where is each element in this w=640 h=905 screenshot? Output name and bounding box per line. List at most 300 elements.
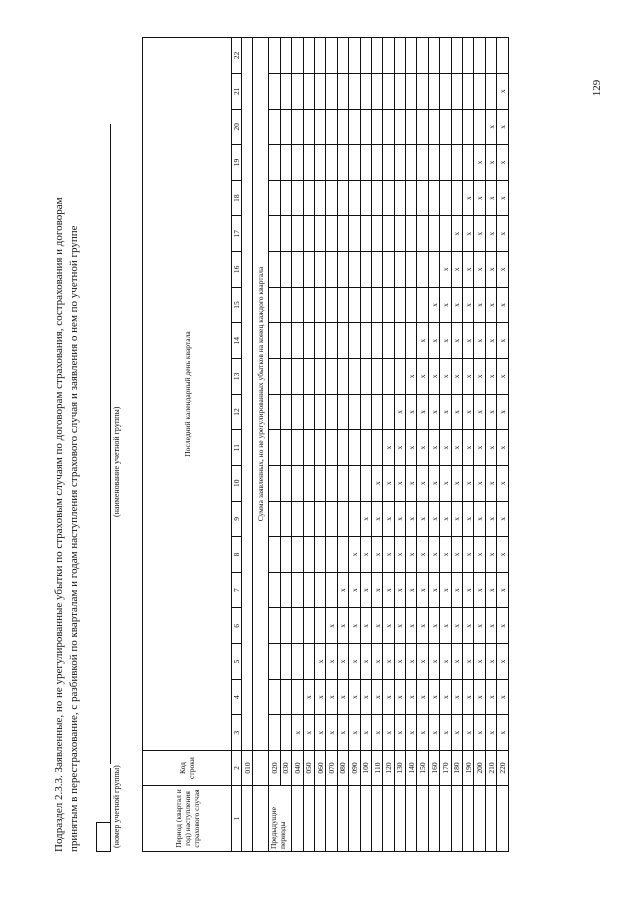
- x-mark: x: [349, 537, 360, 573]
- data-input-cell[interactable]: [383, 38, 394, 74]
- data-input-cell[interactable]: [463, 109, 474, 145]
- data-input-cell[interactable]: [303, 644, 314, 680]
- period-cell[interactable]: [371, 786, 382, 852]
- data-input-cell[interactable]: [314, 572, 325, 608]
- data-input-cell[interactable]: [303, 252, 314, 288]
- period-cell[interactable]: [485, 786, 496, 852]
- data-input-cell[interactable]: [337, 501, 348, 537]
- data-input-cell[interactable]: [269, 180, 280, 216]
- data-input-cell[interactable]: [349, 252, 360, 288]
- data-input-cell[interactable]: [326, 216, 337, 252]
- data-input-cell[interactable]: [269, 38, 280, 74]
- data-input-cell[interactable]: [371, 394, 382, 430]
- data-input-cell[interactable]: [303, 394, 314, 430]
- x-mark: x: [485, 287, 496, 323]
- data-input-cell[interactable]: [292, 180, 303, 216]
- x-mark: x: [463, 359, 474, 395]
- data-input-cell[interactable]: [428, 145, 439, 181]
- data-input-cell[interactable]: [428, 73, 439, 109]
- data-input-cell[interactable]: [360, 38, 371, 74]
- data-input-cell[interactable]: [303, 180, 314, 216]
- data-input-cell[interactable]: [485, 73, 496, 109]
- period-cell[interactable]: [360, 786, 371, 852]
- period-cell[interactable]: [383, 786, 394, 852]
- data-input-cell[interactable]: [280, 180, 291, 216]
- data-input-cell[interactable]: [394, 359, 405, 395]
- data-input-cell[interactable]: [383, 145, 394, 181]
- data-input-cell[interactable]: [269, 430, 280, 466]
- data-input-cell[interactable]: [326, 287, 337, 323]
- data-input-cell[interactable]: [326, 359, 337, 395]
- x-mark: x: [349, 644, 360, 680]
- data-input-cell[interactable]: [314, 394, 325, 430]
- data-input-cell[interactable]: [269, 109, 280, 145]
- col-number: 2: [232, 751, 242, 786]
- period-cell[interactable]: [463, 786, 474, 852]
- data-input-cell[interactable]: [417, 38, 428, 74]
- data-input-cell[interactable]: [280, 252, 291, 288]
- data-input-cell[interactable]: [406, 216, 417, 252]
- data-input-cell[interactable]: [314, 216, 325, 252]
- data-input-cell[interactable]: [440, 216, 451, 252]
- x-mark: x: [406, 465, 417, 501]
- data-input-cell[interactable]: [349, 73, 360, 109]
- data-input-cell[interactable]: [242, 38, 253, 751]
- data-input-cell[interactable]: [326, 73, 337, 109]
- data-input-cell[interactable]: [371, 287, 382, 323]
- data-input-cell[interactable]: [371, 109, 382, 145]
- data-input-cell[interactable]: [326, 501, 337, 537]
- x-mark: x: [417, 679, 428, 715]
- data-input-cell[interactable]: [417, 145, 428, 181]
- data-input-cell[interactable]: [326, 180, 337, 216]
- data-input-cell[interactable]: [303, 287, 314, 323]
- data-input-cell[interactable]: [428, 216, 439, 252]
- data-input-cell[interactable]: [337, 38, 348, 74]
- x-mark: x: [360, 501, 371, 537]
- data-input-cell[interactable]: [417, 216, 428, 252]
- data-input-cell[interactable]: [292, 38, 303, 74]
- x-mark: x: [485, 180, 496, 216]
- data-input-cell[interactable]: [314, 73, 325, 109]
- data-input-cell[interactable]: [394, 252, 405, 288]
- data-input-cell[interactable]: [337, 430, 348, 466]
- data-input-cell[interactable]: [451, 145, 462, 181]
- data-input-cell[interactable]: [269, 715, 280, 751]
- data-input-cell[interactable]: [406, 109, 417, 145]
- data-input-cell[interactable]: [280, 501, 291, 537]
- data-input-cell[interactable]: [417, 73, 428, 109]
- data-input-cell[interactable]: [371, 180, 382, 216]
- data-input-cell[interactable]: [314, 287, 325, 323]
- data-input-cell[interactable]: [428, 109, 439, 145]
- data-input-cell[interactable]: [349, 359, 360, 395]
- data-input-cell[interactable]: [314, 608, 325, 644]
- x-mark: x: [440, 465, 451, 501]
- data-input-cell[interactable]: [292, 145, 303, 181]
- data-input-cell[interactable]: [326, 252, 337, 288]
- data-input-cell[interactable]: [292, 73, 303, 109]
- data-input-cell[interactable]: [303, 323, 314, 359]
- data-input-cell[interactable]: [269, 501, 280, 537]
- x-mark: x: [383, 608, 394, 644]
- data-input-cell[interactable]: [292, 608, 303, 644]
- data-input-cell[interactable]: [280, 73, 291, 109]
- data-input-cell[interactable]: [292, 216, 303, 252]
- data-input-cell[interactable]: [314, 465, 325, 501]
- data-input-cell[interactable]: [406, 73, 417, 109]
- data-input-cell[interactable]: [280, 572, 291, 608]
- data-input-cell[interactable]: [337, 465, 348, 501]
- data-input-cell[interactable]: [292, 465, 303, 501]
- data-input-cell[interactable]: [326, 323, 337, 359]
- data-input-cell[interactable]: [394, 287, 405, 323]
- data-input-cell[interactable]: [314, 501, 325, 537]
- data-input-cell[interactable]: [337, 359, 348, 395]
- data-input-cell[interactable]: [463, 145, 474, 181]
- period-cell[interactable]: [417, 786, 428, 852]
- data-input-cell[interactable]: [280, 715, 291, 751]
- data-input-cell[interactable]: [303, 145, 314, 181]
- data-input-cell[interactable]: [292, 252, 303, 288]
- data-input-cell[interactable]: [383, 73, 394, 109]
- x-mark: x: [428, 287, 439, 323]
- data-input-cell[interactable]: [337, 109, 348, 145]
- data-input-cell[interactable]: [280, 679, 291, 715]
- period-cell[interactable]: [406, 786, 417, 852]
- data-input-cell[interactable]: [292, 323, 303, 359]
- data-input-cell[interactable]: [440, 109, 451, 145]
- data-input-cell[interactable]: [371, 359, 382, 395]
- data-input-cell[interactable]: [337, 537, 348, 573]
- period-cell[interactable]: [326, 786, 337, 852]
- data-input-cell[interactable]: [280, 644, 291, 680]
- data-input-cell[interactable]: [314, 430, 325, 466]
- data-input-cell[interactable]: [371, 430, 382, 466]
- data-input-cell[interactable]: [428, 38, 439, 74]
- data-input-cell[interactable]: [451, 73, 462, 109]
- data-input-cell[interactable]: [337, 145, 348, 181]
- data-input-cell[interactable]: [406, 38, 417, 74]
- data-input-cell[interactable]: [269, 323, 280, 359]
- data-input-cell[interactable]: [337, 216, 348, 252]
- col-number: 12: [232, 394, 242, 430]
- data-input-cell[interactable]: [474, 73, 485, 109]
- period-cell[interactable]: [451, 786, 462, 852]
- data-input-cell[interactable]: [440, 145, 451, 181]
- row-code: 090: [349, 751, 360, 786]
- data-input-cell[interactable]: [383, 359, 394, 395]
- data-input-cell[interactable]: [383, 216, 394, 252]
- data-input-cell[interactable]: [371, 38, 382, 74]
- data-input-cell[interactable]: [383, 287, 394, 323]
- period-cell[interactable]: [314, 786, 325, 852]
- data-input-cell[interactable]: [269, 465, 280, 501]
- data-input-cell[interactable]: [292, 394, 303, 430]
- data-input-cell[interactable]: [280, 109, 291, 145]
- data-input-cell[interactable]: [417, 287, 428, 323]
- data-input-cell[interactable]: [292, 359, 303, 395]
- data-input-cell[interactable]: [360, 287, 371, 323]
- data-input-cell[interactable]: [314, 38, 325, 74]
- data-input-cell[interactable]: [337, 180, 348, 216]
- data-input-cell[interactable]: [280, 608, 291, 644]
- period-cell[interactable]: [292, 786, 303, 852]
- data-input-cell[interactable]: [349, 180, 360, 216]
- data-input-cell[interactable]: [314, 323, 325, 359]
- period-cell[interactable]: [349, 786, 360, 852]
- x-mark: x: [428, 537, 439, 573]
- data-input-cell[interactable]: [303, 73, 314, 109]
- data-input-cell[interactable]: [269, 608, 280, 644]
- data-input-cell[interactable]: [417, 252, 428, 288]
- data-input-cell[interactable]: [303, 109, 314, 145]
- x-mark: x: [451, 359, 462, 395]
- data-input-cell[interactable]: [383, 323, 394, 359]
- data-input-cell[interactable]: [269, 216, 280, 252]
- data-input-cell[interactable]: [417, 109, 428, 145]
- data-input-cell[interactable]: [303, 38, 314, 74]
- data-input-cell[interactable]: [440, 73, 451, 109]
- data-input-cell[interactable]: [326, 572, 337, 608]
- data-input-cell[interactable]: [314, 537, 325, 573]
- data-input-cell[interactable]: [337, 287, 348, 323]
- data-input-cell[interactable]: [428, 252, 439, 288]
- data-input-cell[interactable]: [292, 644, 303, 680]
- period-cell[interactable]: [440, 786, 451, 852]
- x-mark: x: [371, 572, 382, 608]
- data-input-cell[interactable]: [474, 38, 485, 74]
- data-input-cell[interactable]: [269, 73, 280, 109]
- data-input-cell[interactable]: [314, 252, 325, 288]
- data-input-cell[interactable]: [280, 287, 291, 323]
- data-input-cell[interactable]: [360, 180, 371, 216]
- data-input-cell[interactable]: [303, 465, 314, 501]
- data-input-cell[interactable]: [303, 216, 314, 252]
- table-row: [406, 38, 417, 852]
- data-input-cell[interactable]: [360, 323, 371, 359]
- data-input-cell[interactable]: [440, 38, 451, 74]
- data-input-cell[interactable]: [349, 501, 360, 537]
- data-input-cell[interactable]: [326, 38, 337, 74]
- data-input-cell[interactable]: [371, 73, 382, 109]
- data-input-cell[interactable]: [326, 430, 337, 466]
- data-input-cell[interactable]: [303, 430, 314, 466]
- x-mark: x: [406, 359, 417, 395]
- data-input-cell[interactable]: [394, 145, 405, 181]
- period-cell[interactable]: [394, 786, 405, 852]
- x-mark: x: [406, 572, 417, 608]
- data-input-cell[interactable]: [292, 501, 303, 537]
- data-input-cell[interactable]: [371, 145, 382, 181]
- data-input-cell[interactable]: [360, 145, 371, 181]
- x-mark: x: [360, 679, 371, 715]
- data-input-cell[interactable]: [394, 109, 405, 145]
- data-input-cell[interactable]: [349, 465, 360, 501]
- period-cell[interactable]: [497, 786, 508, 852]
- data-input-cell[interactable]: [474, 109, 485, 145]
- row-code: 040: [292, 751, 303, 786]
- data-input-cell[interactable]: [326, 109, 337, 145]
- row-code: 220: [497, 751, 508, 786]
- data-input-cell[interactable]: [269, 537, 280, 573]
- data-input-cell[interactable]: [383, 394, 394, 430]
- data-input-cell[interactable]: [326, 145, 337, 181]
- data-input-cell[interactable]: [394, 73, 405, 109]
- data-input-cell[interactable]: [337, 73, 348, 109]
- data-input-cell[interactable]: [417, 180, 428, 216]
- data-input-cell[interactable]: [360, 394, 371, 430]
- x-mark: x: [463, 180, 474, 216]
- data-input-cell[interactable]: [394, 216, 405, 252]
- period-cell[interactable]: [474, 786, 485, 852]
- data-input-cell[interactable]: [314, 109, 325, 145]
- x-mark: x: [406, 644, 417, 680]
- row-code: 150: [417, 751, 428, 786]
- x-mark: x: [360, 537, 371, 573]
- data-input-cell[interactable]: [360, 216, 371, 252]
- table-row: [337, 38, 348, 852]
- data-input-cell[interactable]: [314, 145, 325, 181]
- x-mark: x: [371, 465, 382, 501]
- data-input-cell[interactable]: [269, 145, 280, 181]
- data-input-cell[interactable]: [463, 73, 474, 109]
- group-number-box[interactable]: [96, 822, 111, 852]
- data-input-cell[interactable]: [280, 216, 291, 252]
- data-input-cell[interactable]: [280, 537, 291, 573]
- data-input-cell[interactable]: [280, 145, 291, 181]
- x-mark: x: [349, 715, 360, 751]
- data-input-cell[interactable]: [406, 145, 417, 181]
- data-input-cell[interactable]: [303, 359, 314, 395]
- data-input-cell[interactable]: [326, 465, 337, 501]
- data-input-cell[interactable]: [463, 38, 474, 74]
- period-cell[interactable]: [337, 786, 348, 852]
- data-input-cell[interactable]: [314, 359, 325, 395]
- col-number: 7: [232, 572, 242, 608]
- data-input-cell[interactable]: [314, 180, 325, 216]
- data-input-cell[interactable]: [497, 38, 508, 74]
- data-input-cell[interactable]: [337, 323, 348, 359]
- data-input-cell[interactable]: [280, 38, 291, 74]
- x-mark: x: [417, 501, 428, 537]
- data-input-cell[interactable]: [337, 394, 348, 430]
- data-input-cell[interactable]: [360, 430, 371, 466]
- data-input-cell[interactable]: [360, 465, 371, 501]
- data-input-cell[interactable]: [371, 216, 382, 252]
- data-input-cell[interactable]: [337, 252, 348, 288]
- period-cell[interactable]: [303, 786, 314, 852]
- data-input-cell[interactable]: [292, 287, 303, 323]
- data-input-cell[interactable]: [360, 359, 371, 395]
- data-input-cell[interactable]: [303, 608, 314, 644]
- data-input-cell[interactable]: [451, 180, 462, 216]
- data-input-cell[interactable]: [269, 287, 280, 323]
- table-row: [360, 38, 371, 852]
- data-input-cell[interactable]: [360, 73, 371, 109]
- data-input-cell[interactable]: [349, 287, 360, 323]
- data-input-cell[interactable]: [383, 109, 394, 145]
- data-input-cell[interactable]: [269, 394, 280, 430]
- x-mark: x: [497, 465, 508, 501]
- data-input-cell[interactable]: [428, 180, 439, 216]
- data-input-cell[interactable]: [292, 537, 303, 573]
- data-input-cell[interactable]: [349, 38, 360, 74]
- row-code: 030: [280, 751, 291, 786]
- col-header-quarter-end-day: Последний календарный день квартала: [143, 38, 232, 751]
- data-input-cell[interactable]: [280, 394, 291, 430]
- table-row: [303, 38, 314, 852]
- x-mark: x: [360, 644, 371, 680]
- data-input-cell[interactable]: [360, 109, 371, 145]
- data-input-cell[interactable]: [440, 180, 451, 216]
- data-input-cell[interactable]: [303, 501, 314, 537]
- x-mark: x: [463, 216, 474, 252]
- data-input-cell[interactable]: [292, 109, 303, 145]
- x-mark: x: [463, 465, 474, 501]
- data-input-cell[interactable]: [371, 252, 382, 288]
- data-input-cell[interactable]: [280, 359, 291, 395]
- data-input-cell[interactable]: [406, 180, 417, 216]
- data-input-cell[interactable]: [383, 180, 394, 216]
- x-mark: x: [440, 252, 451, 288]
- data-input-cell[interactable]: [303, 537, 314, 573]
- data-input-cell[interactable]: [269, 679, 280, 715]
- data-input-cell[interactable]: [451, 38, 462, 74]
- period-cell[interactable]: [428, 786, 439, 852]
- data-input-cell[interactable]: [406, 252, 417, 288]
- data-input-cell[interactable]: [394, 323, 405, 359]
- data-input-cell[interactable]: [280, 323, 291, 359]
- data-input-cell[interactable]: [394, 38, 405, 74]
- data-input-cell[interactable]: [269, 572, 280, 608]
- data-input-cell[interactable]: [451, 109, 462, 145]
- x-mark: x: [497, 359, 508, 395]
- x-mark: x: [394, 501, 405, 537]
- data-input-cell[interactable]: [349, 323, 360, 359]
- data-input-cell[interactable]: [485, 38, 496, 74]
- data-input-cell[interactable]: [292, 430, 303, 466]
- data-input-cell[interactable]: [371, 323, 382, 359]
- x-mark: x: [394, 430, 405, 466]
- data-input-cell[interactable]: [269, 359, 280, 395]
- data-input-cell[interactable]: [406, 287, 417, 323]
- data-input-cell[interactable]: [360, 252, 371, 288]
- data-input-cell[interactable]: [383, 252, 394, 288]
- x-mark: x: [485, 394, 496, 430]
- data-input-cell[interactable]: [326, 394, 337, 430]
- data-input-cell[interactable]: [349, 145, 360, 181]
- data-input-cell[interactable]: [349, 430, 360, 466]
- x-mark: x: [474, 715, 485, 751]
- data-input-cell[interactable]: [292, 679, 303, 715]
- data-input-cell[interactable]: [349, 216, 360, 252]
- data-input-cell[interactable]: [406, 323, 417, 359]
- data-input-cell[interactable]: [280, 465, 291, 501]
- data-input-cell[interactable]: [394, 180, 405, 216]
- data-input-cell[interactable]: [303, 572, 314, 608]
- data-input-cell[interactable]: [292, 572, 303, 608]
- x-mark: x: [474, 501, 485, 537]
- data-input-cell[interactable]: [280, 430, 291, 466]
- x-mark: x: [292, 715, 303, 751]
- col-number: 4: [232, 679, 242, 715]
- data-input-cell[interactable]: [349, 394, 360, 430]
- data-input-cell[interactable]: [349, 109, 360, 145]
- data-input-cell[interactable]: [269, 252, 280, 288]
- data-input-cell[interactable]: [269, 644, 280, 680]
- data-input-cell[interactable]: [326, 537, 337, 573]
